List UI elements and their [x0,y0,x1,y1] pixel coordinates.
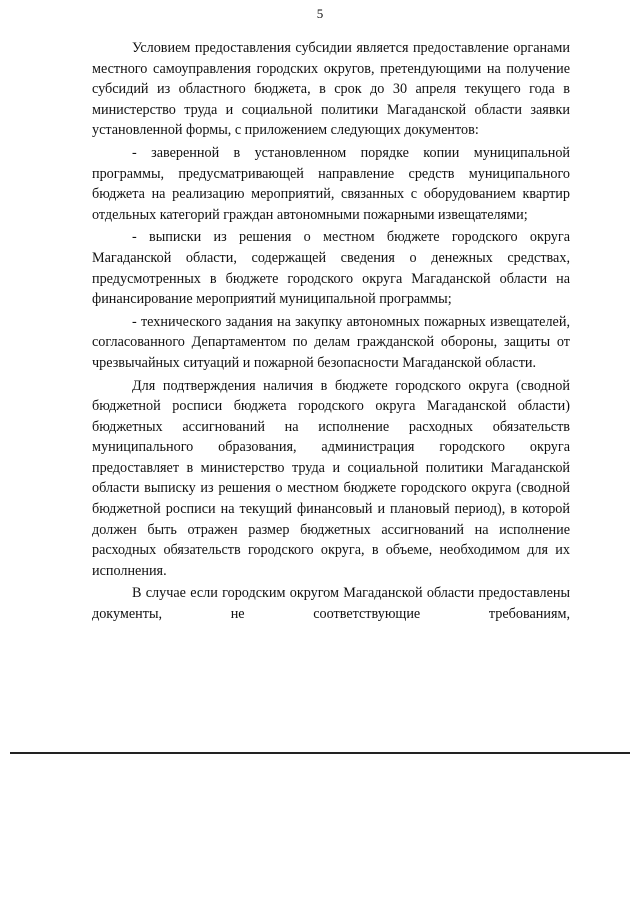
paragraph-program-copy: - заверенной в установленном порядке копии муниципальной программы, предусматривающей направление средств муниципального бюджета на реализацию мероприятий, связанных с оборудованием квартир отдельных категорий граждан автономными пожарными извещателями; [92,144,570,223]
paragraph-budget-confirmation: Для подтверждения наличия в бюджете городского округа (сводной бюджетной росписи бюджета городского округа Магаданской области) бюджетных ассигнований на исполнение расходных обязательств муниципального образования, администрация городского округа предоставляет в министерство труда и социальной политики Магаданской области выписку из решения о местном бюджете городского округа (сводной бюджетной росписи на текущий финансовый и плановый период), в которой должен быть отражен размер бюджетных ассигнований на исполнение расходных обязательств городского округа, в объеме, необходимом для их исполнения. [92,377,570,579]
page-divider [10,752,630,754]
paragraph-subsidy-condition: Условием предоставления субсидии является предоставление органами местного самоуправления городских округов, претендующими на получение субсидий из областного бюджета, в срок до 30 апреля текущего года в министерство труда и социальной политики Магаданской области заявки установленной формы, с приложением следующих документов: [92,40,570,139]
page-number: 5 [316,6,324,21]
paragraph-technical-task: - технического задания на закупку автономных пожарных извещателей, согласованного Департаментом по делам гражданской обороны, защиты от чрезвычайных ситуаций и пожарной безопасности Магаданской области. [92,313,570,371]
document-body [92,38,570,627]
paragraph-documents-mismatch: В случае если городским округом Магаданской области предоставлены документы, не соответствующие требованиям, [92,585,570,623]
paragraph-budget-extract: - выписки из решения о местном бюджете городского округа Магаданской области, содержащей сведения о денежных средствах, предусмотренных в бюджете городского округа Магаданской области на финансирование мероприятий муниципальной программы; [92,229,570,308]
